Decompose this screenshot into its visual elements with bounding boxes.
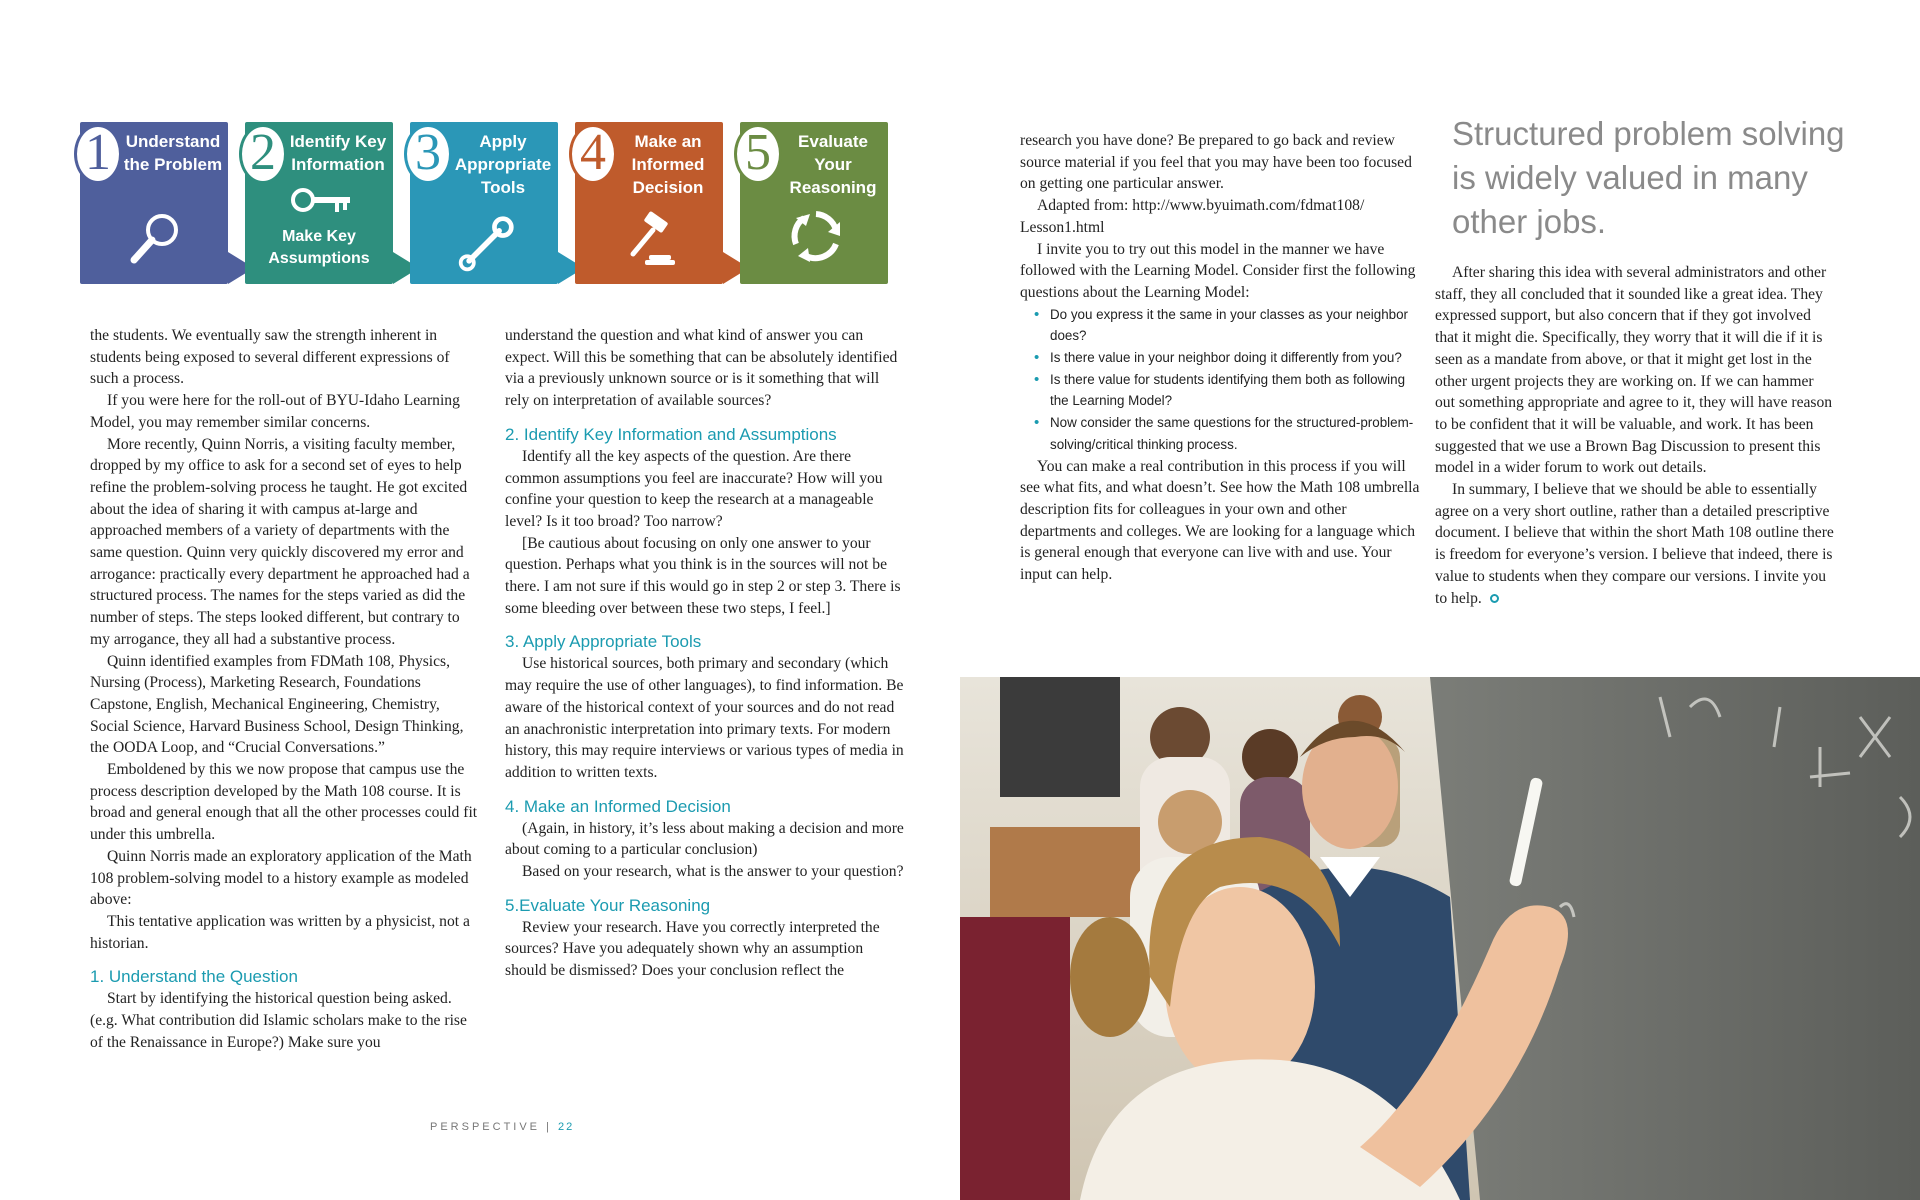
pull-quote: Structured problem solving is widely valued in many other jobs.: [1452, 115, 1845, 240]
page-footer: [430, 1121, 574, 1133]
paragraph: Start by identifying the historical question being asked. (e.g. What contribution did Islamic scholars make to the rise of the Renaissance in Europe?) Make sure you: [90, 990, 467, 1051]
section-heading: 1. Understand the Question: [90, 967, 298, 987]
paragraph: Use historical sources, both primary and secondary (which may require the use of other languages), to find information. Be aware of the historical context of your sources and do not read an anachronistic interpretation into primary texts. For modern history, this may require interviews or various types of media in addition to written texts.: [505, 655, 904, 781]
question-list: [1020, 304, 1420, 456]
step-number: 3: [404, 124, 452, 184]
step-title: Identify Key Information: [289, 132, 387, 174]
paragraph: understand the question and what kind of answer you can expect. Will this be something that can be absolutely identified via a previously unknown source or is it something that will rely on interpretation of available sources?: [505, 327, 898, 410]
text-column-2: [505, 325, 905, 982]
step-title: Make an Informed Decision: [631, 132, 705, 197]
paragraph: Quinn Norris made an exploratory application of the Math 108 problem-solving model to a history example as modeled above:: [90, 847, 472, 909]
section-heading: 2. Identify Key Information and Assumptions: [505, 424, 837, 444]
step-3: [410, 118, 558, 286]
list-item: • Is there value in your neighbor doing it differently from you?: [1050, 347, 1420, 369]
step-title: Apply Appropriate Tools: [454, 132, 552, 197]
paragraph: Quinn identified examples from FDMath 108, Physics, Nursing (Process), Marketing Research, Foundations Capstone, English, Mechanical Engineering, Chemistry, Social Science, Harvard Business School, Design Thinking, the OODA Loop, and “Crucial Conversations.”: [90, 652, 464, 757]
paragraph: More recently, Quinn Norris, a visiting faculty member, dropped by my office to ask for a second set of eyes to help refine the problem-solving process he taught. He got excited about the idea of sharing it with campus at-large and approached members of a variety of departments with the same question. Quinn very quickly discovered my error and arrogance: practically every department he approached had a structured process. The names for the steps varied as did the number of steps. The steps looked different, but contrary to my arrogance, they all had a substantive process.: [90, 435, 470, 648]
paragraph: Identify all the key aspects of the question. Are there common assumptions you feel are inaccurate? How will you confine your question to keep the research at a manageable level? Is it too broad? Too narrow?: [505, 447, 883, 530]
step-number: 1: [74, 124, 122, 184]
step-subtitle: Make Key Assumptions: [268, 228, 370, 267]
paragraph: [Be cautious about focusing on only one answer to your question. Perhaps what you think is in the sources will not be there. I am not sure if this would go in step 2 or step 3. There is some bleeding over between these two steps, I feel.]: [505, 534, 901, 617]
step-5: [740, 118, 888, 286]
text-column-3: [1020, 130, 1420, 586]
magnifier-icon: [124, 206, 188, 270]
paragraph: Review your research. Have you correctly interpreted the sources? Have you adequately shown why an assumption should be dismissed? Does your conclusion reflect the: [505, 918, 880, 980]
gavel-icon: [619, 210, 683, 274]
page-number: 22: [558, 1121, 575, 1133]
paragraph: [1435, 479, 1835, 609]
paragraph: the students. We eventually saw the strength inherent in students being exposed to several different expressions of such a process.: [90, 327, 450, 388]
key-icon: [289, 178, 353, 222]
paragraph-text: In summary, I believe that we should be able to essentially agree on a very short outline, rather than a detailed prescriptive document. I believe that within the short Math 108 outline there is freedom for everyone’s version. I believe that indeed, there is value to students when they compare our versions. I invite you to help.: [1435, 481, 1834, 607]
paragraph: (Again, in history, it’s less about making a decision and more about coming to a particular conclusion): [505, 819, 904, 859]
text-column-1: [90, 325, 480, 1054]
photo-illustration: [960, 677, 1920, 1200]
paragraph: Emboldened by this we now propose that campus use the process description developed by the Math 108 course. It is broad and general enough that all the other processes could fit under this umbrella.: [90, 761, 478, 844]
list-item: • Now consider the same questions for the structured-problem-solving/critical thinking process.: [1050, 412, 1420, 455]
paragraph: research you have done? Be prepared to go back and review source material if you feel that you may have been too focused on getting one particular answer.: [1020, 132, 1412, 193]
paragraph: This tentative application was written by a physicist, not a historian.: [90, 912, 470, 952]
section-heading: 5.Evaluate Your Reasoning: [505, 895, 711, 915]
step-4: [575, 118, 723, 286]
footer-separator: |: [546, 1121, 552, 1133]
list-item: • Do you express it the same in your classes as your neighbor does?: [1050, 304, 1420, 347]
wrench-icon: [454, 214, 518, 274]
source-link[interactable]: Adapted from: http://www.byuimath.com/fdmat108/ Lesson1.html: [1020, 197, 1365, 236]
step-1: [80, 118, 228, 286]
step-2: [245, 118, 393, 286]
paragraph: Based on your research, what is the answer to your question?: [522, 863, 904, 881]
end-mark-icon: [1490, 594, 1499, 603]
step-number: 2: [239, 124, 287, 184]
paragraph: I invite you to try out this model in the manner we have followed with the Learning Model. Consider first the following questions about the Learning Model:: [1020, 240, 1416, 301]
list-item: • Is there value for students identifying them both as following the Learning Model?: [1050, 369, 1420, 412]
step-number: 4: [569, 124, 617, 184]
step-number: 5: [734, 124, 782, 184]
problem-solving-steps-diagram: [80, 118, 900, 300]
text-column-4: [1435, 262, 1835, 609]
step-title: Understand the Problem: [123, 132, 223, 174]
recycle-icon: [784, 204, 848, 268]
classroom-photo: [960, 677, 1920, 1200]
section-heading: 4. Make an Informed Decision: [505, 796, 731, 816]
paragraph: If you were here for the roll-out of BYU-Idaho Learning Model, you may remember similar concerns.: [90, 392, 460, 431]
step-title: Evaluate Your Reasoning: [789, 132, 877, 197]
paragraph: You can make a real contribution in this process if you will see what fits, and what doesn’t. See how the Math 108 umbrella description fits for colleagues in your own and other departments and colleges. We are looking for a language which is general enough that everyone can live with and use. Your input can help.: [1020, 457, 1420, 584]
publication-name: PERSPECTIVE: [430, 1121, 541, 1133]
section-heading: 3. Apply Appropriate Tools: [505, 632, 702, 652]
paragraph: After sharing this idea with several administrators and other staff, they all concluded that it sounded like a great idea. They expressed support, but also concern that if they got involved that it might die. Specifically, they worry that it will die if it is seen as a mandate from above, or that it might get lost in the other urgent projects they are working on. If we can hammer out something appropriate and agree to it, they will have reason to be confident that it will be valuable, and work. It has been suggested that we use a Brown Bag Discussion to present this model in a wider forum to work out details.: [1435, 264, 1833, 477]
